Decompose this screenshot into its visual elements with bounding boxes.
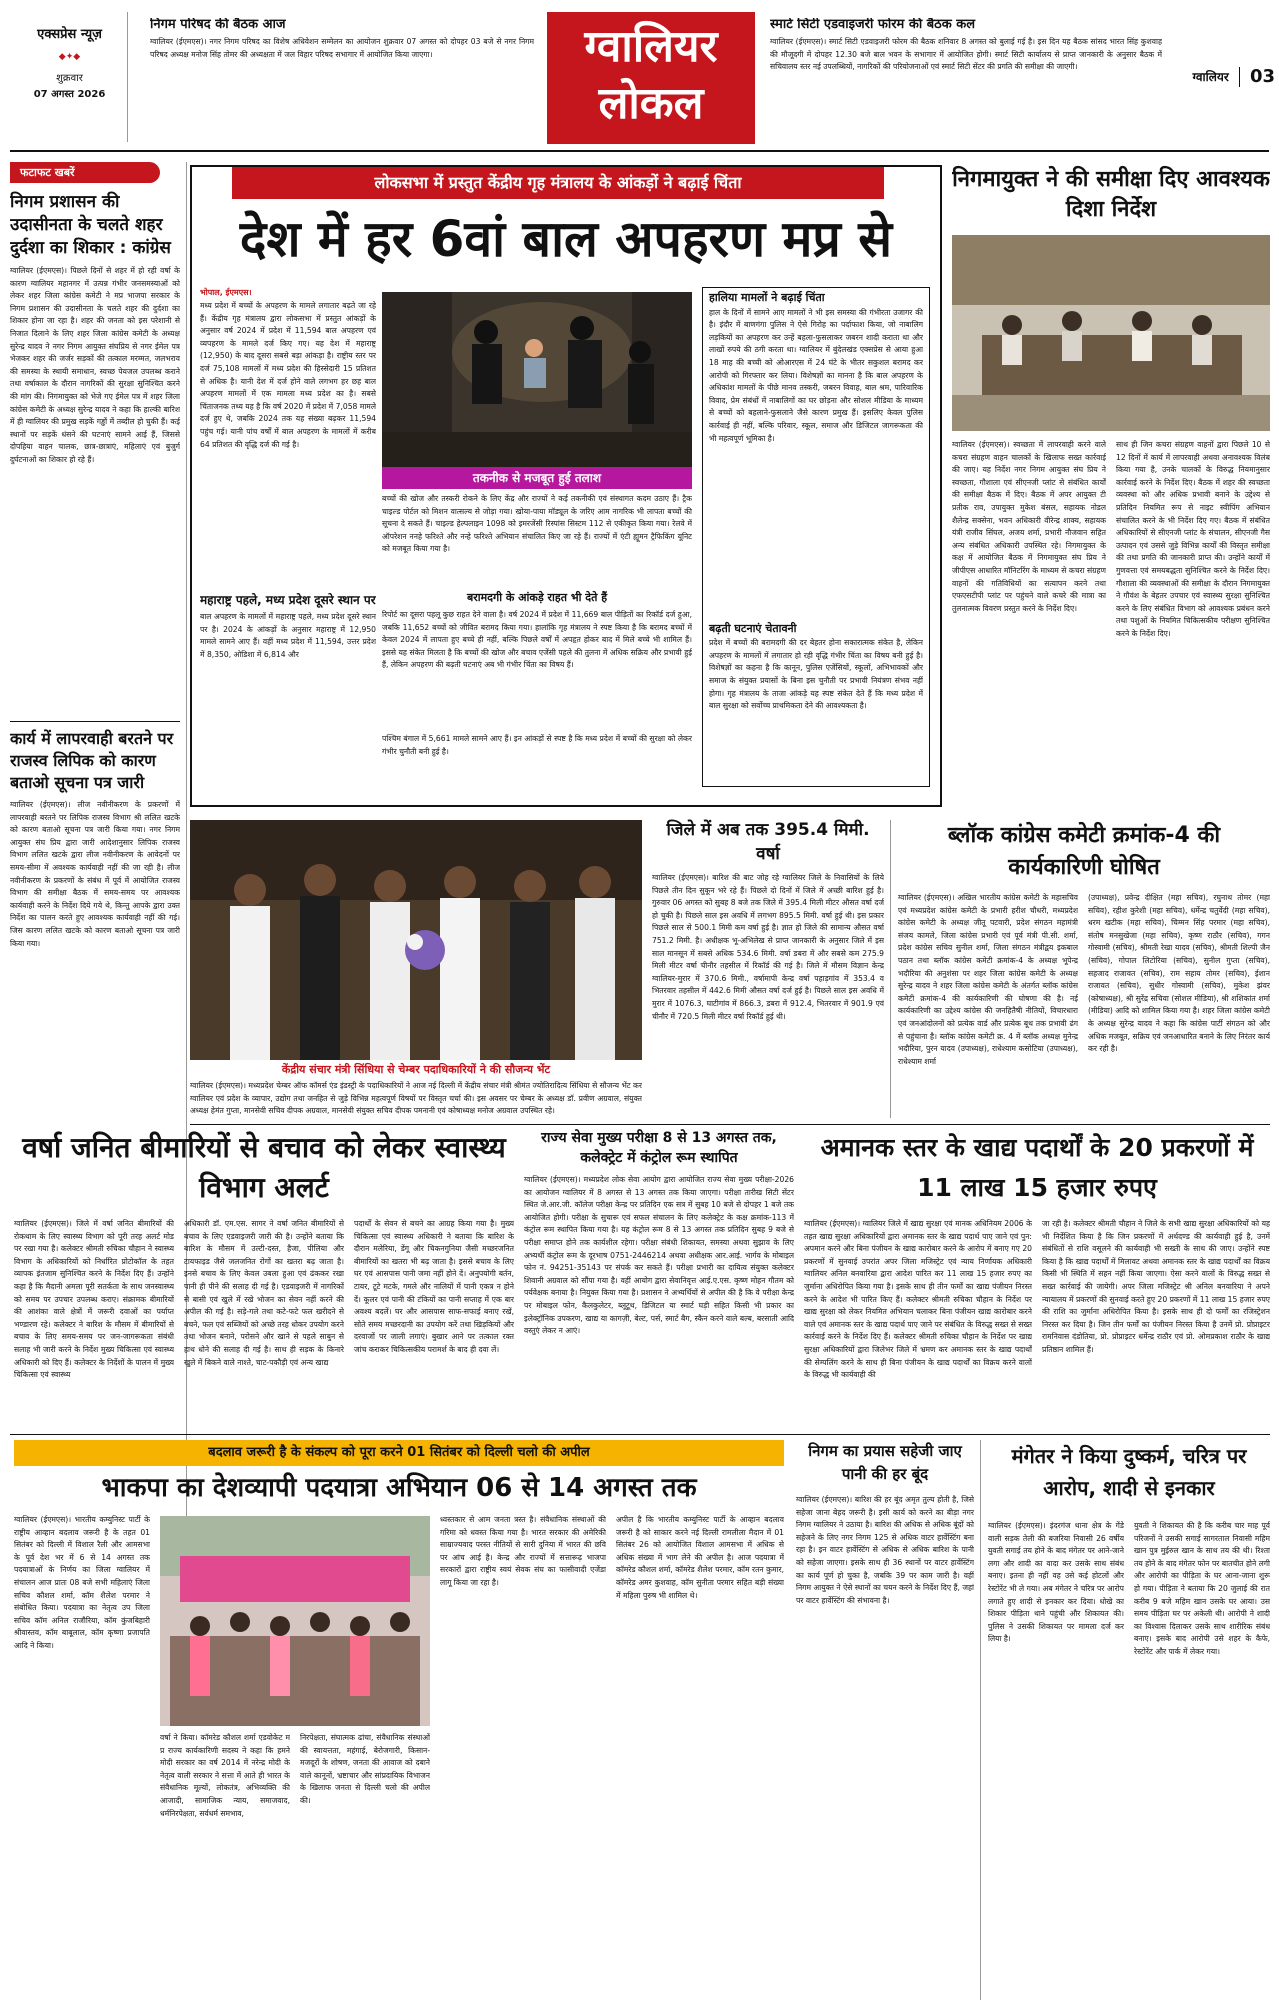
- recovery-subhead: बरामदगी के आंकड़े राहत भी देते हैं: [466, 591, 608, 604]
- crime-headline: मंगेतर ने किया दुष्कर्म, चरित्र पर आरोप, शादी से इनकार: [1011, 1444, 1247, 1500]
- cpi-body-1: ग्वालियर (ईएमएस)। भारतीय कम्युनिस्ट पार्टी के राष्ट्रीय आव्हान बदलाव जरूरी है के तहत 01 सितंबर को दिल्ली में विशाल रैली और आमसभा के पूर्व देश भर में 6 से 14 अगस्त तक पदयात्राओं के निर्णय का जिला ग्वालियर में संचालन आज प्रातः 08 बजे सभी महिलाएं जिला सचिव कौशल शर्मा, कॉम शैलेश परमार ने संबोधित किया। पदयात्रा का नेतृत्व उप जिला सचिव कॉम अनिल राजौरिया, कॉम कुंजबिहारी श्रीवास्तव, कॉम बाबूलाल, कॉम कृष्णा प्रजापति आदि ने किया।: [14, 1515, 150, 1650]
- lead-column-1: [200, 287, 376, 771]
- food-headline: अमानक स्तर के खाद्य पदार्थों के 20 प्रकरणों में 11 लाख 15 हजार रुपए: [820, 1133, 1254, 1202]
- cpi-headline: भाकपा का देशव्यापी पदयात्रा अभियान 06 से 14 अगस्त तक: [101, 1473, 697, 1503]
- commissioner-headline: निगमायुक्त ने की समीक्षा दिए आवश्यक दिशा निर्देश: [952, 167, 1270, 222]
- brief-2-body: ग्वालियर (ईएमएस)। स्मार्ट सिटी एडवाइजरी फोरम की बैठक शनिवार 8 अगस्त को बुलाई गई है। इस दिन यह बैठक सांसद भारत सिंह कुशवाह की मौजूदगी में दोपहर 12.30 बजे बाल भवन के सभागार में आयोजित होगी। स्मार्ट सिटी कार्यालय से प्राप्त जानकारी के अनुसार बैठक में सचिवालय स्तर नई उपलब्धियों, नागरिकों की परियोजनाओं एवं स्मार्ट सिटी सेंटर की प्रगति की समीक्षा की जाएगी।: [770, 36, 1162, 72]
- section-title-line-2: लोकल: [598, 78, 704, 129]
- masthead: [0, 0, 1279, 152]
- folio-city: ग्वालियर: [1192, 70, 1229, 84]
- folio-page-number: 03: [1249, 66, 1275, 87]
- brand-box: [12, 12, 128, 142]
- masthead-rule: [10, 150, 1269, 152]
- lead-subhead-1: महाराष्ट्र पहले, मध्य प्रदेश दूसरे स्थान पर: [200, 593, 376, 607]
- delegation-scene-svg: [190, 820, 642, 1060]
- brief-1-body: ग्वालियर (ईएमएस)। नगर निगम परिषद का विशेष अधिवेशन सम्मेलन का आयोजन शुक्रवार 07 अगस्त को दोपहर 03 बजे से नगर निगम परिषद अध्यक्ष मनोज सिंह तोमर की अध्यक्षता में जल विहार परिषद सभागार में आयोजित किया जाएगा।: [150, 36, 534, 59]
- lead-body-1: मध्य प्रदेश में बच्चों के अपहरण के मामले लगातार बढ़ते जा रहे हैं। केंद्रीय गृह मंत्रालय द्वारा लोकसभा में प्रस्तुत आंकड़ों के अनुसार वर्ष 2024 में प्रदेश में 11,594 बाल अपहरण एवं व्यपहरण के मामले दर्ज किए गए। यह देश में महाराष्ट्र (12,950) के बाद दूसरा सबसे बड़ा आंकड़ा है। राष्ट्रीय स्तर पर दर्ज 75,108 मामलों में मध्य प्रदेश की हिस्सेदारी 15 प्रतिशत से अधिक है। यानी देश में दर्ज होने वाले लगभग हर छह बाल अपहरण मामलों में एक मामला मध्य प्रदेश का है। सबसे चिंताजनक तथ्य यह है कि वर्ष 2020 में प्रदेश में 7,058 मामले दर्ज हुए थे, जबकि 2024 तक यह संख्या बढ़कर 11,594 पहुंच गई। यानी पांच वर्षों में बाल अपहरण के मामलों में करीब 64 प्रतिशत की वृद्धि दर्ज की गई है।: [200, 301, 376, 449]
- kidnapping-illustration: [382, 292, 692, 470]
- block-congress-headline: ब्लॉक कांग्रेस कमेटी क्रमांक-4 की कार्यकारिणी घोषित: [947, 823, 1221, 880]
- block-congress-body-2: (उपाध्यक्ष), प्रवेन्द्र दीक्षित (महा सचिव), रघुनाथ तोमर (महा सचिव), रहीश कुरेशी (महा सचिव), धर्मेन्द्र चतुर्वेदी (महा सचिव), धरम खटीक (महा सचिव), चिम्मन सिंह परमार (महा सचिव), संतोष मनसुखेजा (महा सचिव), कृष्ण राठौर (सचिव), गगन गोस्वामी (सचिव), श्रीमती रेखा यादव (सचिव), श्रीमती शिल्पी जैन (सचिव), गोपाल लिटोरिया (सचिव), सुनील गुप्ता (सचिव), सहजाद राजावत (सचिव), राम सहाय तोमर (सचिव), ईशान राजावत (सचिव), सुधीर गोस्वामी (सचिव), मुकेश झंवर (कोषाध्यक्ष), श्री सुरेंद्र सचिवा (सोशल मीडिया), श्री शशिकांत शर्मा (मीडिया) आदि को शामिल किया गया है। शहर जिला कांग्रेस कमेटी के अध्यक्ष सुरेन्द्र यादव ने कहा कि कांग्रेस पार्टी संगठन को और अधिक मजबूत, सक्रिय एवं जनआधारित बनाने के लिए निरंतर कार्य कर रही है।: [1088, 893, 1270, 1054]
- left-story-2-body: ग्वालियर (ईएमएस)। लीज नवीनीकरण के प्रकरणों में लापरवाही बरतने पर लिपिक राजस्व विभाग श्री ललित खटके को कारण बताओ सूचना पत्र जारी किया गया। नगर निगम आयुक्त संघ प्रिय द्वारा जारी आदेशानुसार लिपिक राजस्व विभाग ललित खटके द्वारा लीज नवीनीकरण के आवेदनों पर समय-सीमा में अवश्यक कार्यवाही नहीं की जा रही है। लीज नवीनीकरण के प्रकरणों के संबंध में पूर्व में आयोजित राजस्व विभाग की समीक्षा बैठक में समय-समय पर आवश्यक कार्यवाही करने के निर्देश दिये गये थे, किन्तु आपके द्वारा उक्त निर्देश का पालन करते हुए आवश्यक कार्यवाही नहीं की गई। जिस कारण ललित खटके को कारण बताओ सूचना पत्र जारी किया गया।: [10, 800, 180, 948]
- crime-body-1: ग्वालियर (ईएमएस)। इंदरगंज थाना क्षेत्र के गेंडे वाली सड़क तेली की बजरिया निवासी 26 वर्षीय युवती सगाई तय होने के बाद मंगेतर पर आने-जाने लगा और शादी का वादा कर उसके साथ संबंध बनाए। इतना ही नहीं वह उसे कई होटलों और रेस्टोरेंट भी ले गया। अब मंगेतर ने चरित्र पर आरोप लगाते हुए शादी से इनकार कर दिया। धोखे का शिकार पीड़िता थाने पहुंची और शिकायत की। पुलिस ने उसकी शिकायत पर मामला दर्ज कर लिया है।: [988, 1521, 1124, 1644]
- tech-body: बच्चों की खोज और तस्करी रोकने के लिए केंद्र और राज्यों ने कई तकनीकी एवं संस्थागत कदम उठाए हैं। ट्रैक चाइल्ड पोर्टल को मिशन वात्सल्य से जोड़ा गया। खोया-पाया मॉड्यूल के जरिए आम नागरिक भी लापता बच्चों की सूचना दे सकते हैं। चाइल्ड हेल्पलाइन 1098 को इमरजेंसी रिस्पांस सिस्टम 112 से एकीकृत किया गया। रेलवे में ऑपरेशन ननहे फरिश्ते और नन्हे फरिश्ते अभियान संचालित किए जा रहे हैं। राज्यों में एंटी ह्यूमन ट्रैफिकिंग यूनिट को मजबूत किया गया है।: [382, 494, 692, 554]
- rain-body: ग्वालियर (ईएमएस)। बारिश की बाट जोह रहे ग्वालियर जिले के निवासियों के लिये पिछले तीन दिन सुकून भरे रहे हैं। पिछले दो दिनों में जिले में अच्छी बारिश हुई है। गुरुवार 06 अगस्त को सुबह 8 बजे तक जिले में 395.4 मिली मीटर औसत वर्षा दर्ज हो चुकी है। पिछले साल इस अवधि में लगभग 895.5 मिमी. वर्षा हुई थी। इस प्रकार पिछले साल से 500.1 मिमी कम वर्षा हुई है। ज्ञात हो जिले की सामान्य औसत वर्षा 751.2 मिमी. है। अधीक्षक भू-अभिलेख से प्राप्त जानकारी के अनुसार जिले में इस साल मानसून में सबसे अधिक 534.6 मिमी. वर्षा डबरा में और सबसे कम 275.9 मिली मीटर वर्षा चीनौर तहसील में रिकॉर्ड की गई है। जिले में मौसम विज्ञान केन्द्र ग्वालियर-मुरार में 370.6 मिमी., वर्षामापी केन्द्र वर्षा पहाड़गांव में 353.4 व भितरवार तहसील में 442.6 मिमी औसत वर्षा दर्ज हुई है। पिछले साल इस अवधि में मुरार में 1076.3, घाटीगांव में 866.3, डबरा में 912.4, भितरवार में 901.9 एवं चीनौर में 720.5 मिली मीटर वर्षा रिकॉर्ड हुई थी।: [652, 873, 884, 1021]
- food-story: [804, 1128, 1270, 1428]
- block-congress-story: [898, 820, 1270, 1120]
- cpi-body-2: वर्षा ने किया। कॉमरेड कौशल शर्मा एडवोकेट म प्र राज्य कार्यकारिणी सदस्य ने कहा कि हमने मोदी सरकार का वर्ष 2014 में नरेन्द्र मोदी के नेतृत्व वाली सरकार ने सत्ता में आते ही भारत के संवैधानिक मूल्यों, लोकतंत्र, अभिव्यक्ति की आजादी, सामाजिक न्याय, समाजवाद, धर्मनिरपेक्षता, सर्वधर्म समभाव,: [160, 1733, 290, 1818]
- chamber-delegation-photo: [190, 820, 642, 1060]
- left-story-2-headline: कार्य में लापरवाही बरतने पर राजस्व लिपिक को कारण बताओ सूचना पत्र जारी: [10, 729, 174, 792]
- mid-rule-1: [190, 1124, 1270, 1125]
- scindia-caption-body: ग्वालियर (ईएमएस)। मध्यप्रदेश चेम्बर ऑफ कॉमर्स एंड इंडस्ट्री के पदाधिकारियों ने आज नई दिल्ली में केंद्रीय संचार मंत्री श्रीमंत ज्योतिरादित्य सिंधिया से सौजन्य भेंट कर ग्वालियर एवं प्रदेश के व्यापार, उद्योग तथा जनहित से जुड़े विभिन्न महत्वपूर्ण विषयों पर विस्तृत चर्चा की। इस अवसर पर चेम्बर के अध्यक्ष डॉ. प्रवीण अग्रवाल, संयुक्त अध्यक्ष हेमंत गुप्ता, मानसेवी सचिव दीपक अग्रवाल, मानसेवी संयुक्त सचिव दीपक पमनानी एवं कोषाध्यक्ष मनोज अग्रवाल उपस्थित रहे।: [190, 1081, 642, 1116]
- water-headline: निगम का प्रयास सहेजी जाए पानी की हर बूंद: [808, 1442, 962, 1483]
- lead-dateline: भोपाल, ईएमएस।: [200, 288, 252, 297]
- exam-body: ग्वालियर (ईएमएस)। मध्यप्रदेश लोक सेवा आयोग द्वारा आयोजित राज्य सेवा मुख्य परीक्षा-2026 का आयोजन ग्वालियर में 8 अगस्त से 13 अगस्त तक किया जाएगा। परीक्षा तारीख सिटी सेंटर स्थित जे.आर.जी. कॉलेज परीक्षा केन्द्र पर प्रतिदिन एक सत्र में सुबह 10 बजे से दोपहर 1 बजे तक आयोजित होगी। परीक्षा के सुचारू एवं सफल संचालन के लिए कलेक्ट्रेट के कक्ष क्रमांक-113 में कंट्रोल रूम स्थापित किया गया है। यह कंट्रोल रूम 8 से 13 अगस्त तक प्रतिदिन सुबह 9 बजे से परीक्षा समाप्त होने तक कार्यशील रहेगा। परीक्षा संबंधी शिकायत, समस्या अथवा सुझाव के लिए अभ्यर्थी कंट्रोल रूम के दूरभाष 0751-2446214 अथवा अधीक्षक आर.आई. भार्गव के मोबाइल फोन नं. 94251-35143 पर संपर्क कर सकते हैं। परीक्षा प्रभारी का दायित्व संयुक्त कलेक्टर शिवानी अग्रवाल को सौंपा गया है। वहीं आयोग द्वारा सेवानिवृत्त आई.ए.एस. कृष्ण मोहन गौतम को पर्यवेक्षक बनाया है। नियुक्त किया गया है। प्रशासन ने अभ्यर्थियों से अपील की है कि वे परीक्षा केन्द्र पर मोबाइल फोन, कैलकुलेटर, ब्लूटूथ, डिजिटल या स्मार्ट घड़ी सहित किसी भी प्रकार का इलेक्ट्रॉनिक उपकरण, खाद्य या कागज़ी, बेल्ट, पर्स, स्मार्ट बैग, स्कैन करने वाले बल्ब, बरसाती आदि वस्तुएं लेकर न आएं।: [524, 1175, 794, 1336]
- brief-2-title: स्मार्ट सिटी एडवाइजरी फोरम की बैठक कल: [770, 18, 976, 32]
- lead-headline: देश में हर 6वां बाल अपहरण मप्र से: [239, 210, 893, 268]
- exam-story: [524, 1128, 794, 1428]
- scindia-caption-title: केंद्रीय संचार मंत्री सिंधिया से चेम्बर पदाधिकारियों ने की सौजन्य भेंट: [281, 1063, 551, 1076]
- kidnapping-scene-svg: [382, 292, 692, 470]
- rain-rule: [890, 820, 891, 1118]
- crime-body-2: युवती ने शिकायत की है कि करीब चार माह पूर्व परिजनों ने उसकी सगाई सागरताल निवासी महिम खान पुत्र मुईरुल खान के साथ तय की थी। रिश्ता तय होने के बाद मंगेतर फोन पर बातचीत होने लगी और आरोपी का पीड़िता के घर आना-जाना शुरू हो गया। पीड़िता ने बताया कि 20 जुलाई की रात करीब 9 बजे महिम खान उसके घर आया। उस समय पीड़िता घर पर अकेली थी। आरोपी ने शादी का विश्वास दिलाकर उसके साथ शारीरिक संबंध बनाए। इसके बाद आरोपी उसे शहर के कैफे, रेस्टोरेंट और पार्क में लेकर गया।: [1134, 1521, 1270, 1656]
- quick-news-label: फटाफट खबरें: [20, 166, 75, 179]
- quick-news-strip: [10, 162, 160, 183]
- left-story-1-headline: निगम प्रशासन की उदासीनता के चलते शहर दुर्दशा का शिकार : कांग्रेस: [10, 192, 171, 258]
- tech-subhead: तकनीक से मजबूत हुई तलाश: [472, 471, 602, 485]
- recent-cases-sidebar: [702, 287, 930, 787]
- water-rule: [980, 1440, 981, 2000]
- water-body: ग्वालियर (ईएमएस)। बारिश की हर बूंद अमृत तुल्य होती है, जिसे सहेजा जाना बेहद जरूरी है। इसी कार्य को करने का बीड़ा नगर निगम ग्वालियर ने उठाया है। बारिश की अधिक से अधिक बूंदों को सहेजने के लिए नगर निगम 125 से अधिक वाटर हार्वेस्टिंग बना रहा है। इन वाटर हार्वेस्टिंग से अधिक से अधिक बारिश के पानी को सहेजा जाएगा। इसके साथ ही 36 स्थानों पर वाटर हार्वेस्टिंग का कार्य पूर्ण हो चुका है, जबकि 39 पर काम जारी है। वहीं निगम आयुक्त ने ऐसे स्थानों का चयन करने के निर्देश दिए हैं, जहां पर वाटर हार्वेस्टिंग की संभावना है।: [796, 1495, 974, 1605]
- health-body-2: अधिकारी डॉ. एम.एस. सागर ने वर्षा जनित बीमारियों से बचाव के लिए एडवाइजरी जारी की है। उन्होंने बताया कि बारिश के मौसम में उल्टी-दस्त, हैजा, पीलिया और टायफाइड जैसे जलजनित रोगों का खतरा बढ़ जाता है। इनसे बचाव के लिए केवल उबला हुआ एवं ढंककर रखा पानी ही पीने की सलाह दी गई है। एडवाइजरी में नागरिकों से बासी एवं खुले में रखे भोजन का सेवन नहीं करने की अपील की गई है। सड़े-गले तथा कटे-फटे फल खरीदने से बचने, फल एवं सब्जियों को अच्छे तरह धोकर उपयोग करने तथा भोजन बनाने, परोसने और खाने से पहले साबुन से हाथ धोने की सलाह दी गई है। साथ ही सड़क के किनारे खुले में बिकने वाले नाश्ते, चाट-पकौड़ी एवं अन्य खाद्य: [184, 1219, 344, 1367]
- issue-date: 07 अगस्त 2026: [33, 89, 106, 100]
- commissioner-body-2: साथ ही जिन कचरा संग्रहण वाहनों द्वारा पिछले 10 से 12 दिनों में कार्य में लापरवाही अथवा अनावश्यक विलंब किया गया है, उनके चालकों के विरुद्ध नियमानुसार कार्रवाई करने के निर्देश दिए। बैठक में शहर की स्वच्छता व्यवस्था को और अधिक प्रभावी बनाने के उद्देश्य से प्रतिदिन नियमित रूप से नाइट स्वीपिंग अभियान संचालित करने के भी निर्देश दिए गए। बैठक में संबंधित अधिकारियों से सीएनजी प्लांट के संचालन, सीएनजी गैस उत्पादन एवं उससे जुड़े विभिन्न कार्यों की विस्तृत समीक्षा की तथा प्रगति की जानकारी प्राप्त की। उन्होंने कार्यों में गुणवत्ता एवं समयबद्धता सुनिश्चित करने के निर्देश दिए। गौशाला की व्यवस्थाओं की समीक्षा के दौरान निगमायुक्त ने गौवंश के बेहतर उपचार एवं स्वास्थ्य सुरक्षा सुनिश्चित करने के लिए संबंधित विभाग को आवश्यक प्रबंधन करने तथा पशुओं के नियमित चिकित्सकीय परीक्षण सुनिश्चित करने के निर्देश दिए।: [1116, 440, 1270, 638]
- review-meeting-photo: [952, 235, 1270, 431]
- health-body-3: पदार्थों के सेवन से बचने का आग्रह किया गया है। मुख्य चिकित्सा एवं स्वास्थ्य अधिकारी ने बताया कि बारिश के दौरान मलेरिया, डेंगू और चिकनगुनिया जैसी मच्छरजनित बीमारियों का खतरा भी बढ़ जाता है। इससे बचाव के लिए घर एवं आसपास पानी जमा नहीं होने दें। अनुपयोगी बर्तन, टायर, टूटे मटके, गमले और नालियों में पानी एकत्र न होने दें। कूलर एवं पानी की टंकियों का पानी सप्ताह में एक बार अवश्य बदलें। घर और आसपास साफ-सफाई बनाए रखें, सोते समय मच्छरदानी का उपयोग करें तथा खिड़कियों और दरवाजों पर जाली लगाएं। बुखार आने पर तत्काल रक्त जांच कराकर चिकित्सकीय परामर्श के बाद ही दवा लें।: [354, 1219, 514, 1354]
- recent-cases-title: हालिया मामलों ने बढ़ाई चिंता: [709, 291, 825, 304]
- water-story: [796, 1440, 974, 2004]
- cpi-story: [14, 1470, 784, 2004]
- cpi-body-4: ध्वस्तकार से आम जनता त्रस्त है। संवैधानिक संस्थाओं की गरिमा को धवस्त किया गया है। भारत सरकार की अमेरिकी साम्राज्यवाद परस्त नीतियों से सारी दुनिया में भारत की छवि पर आंच आई है। केन्द्र और राज्यों में सत्तारूढ़ भाजपा सरकारों द्वारा राष्ट्रीय स्वयं सेवक संघ का फासीवादी एजेंडा लागू किया जा रहा है।: [440, 1515, 606, 1587]
- rain-headline: जिले में अब तक 395.4 मिमी. वर्षा: [666, 820, 870, 864]
- masthead-brief-1: [150, 18, 534, 138]
- left-story-1-body: ग्वालियर (ईएमएस)। पिछले दिनों से शहर में हो रही वर्षा के कारण ग्वालियर महानगर में उत्पन्न गंभीर जनसमस्याओं को लेकर शहर जिला कांग्रेस कमेटी ने मप्र भाजपा सरकार के निगम प्रशासन की उदासीनता के चलते शहर की दुर्दशा का शिकार होना जा रहा है। शहर की जनता को इस परेशानी से निजात दिलाने के लिए शहर जिला कांग्रेस कमेटी के अध्यक्ष सुरेन्द्र यादव ने नगर निगम आयुक्त संघप्रिय से नगर ईमेल पत्र भेजकर शहर की जर्जर सड़कों की तत्काल मरम्मत, जलभराव की समस्या के स्थायी समाधान, स्वच्छ पेयजल उपलब्ध कराने तथा वर्षाकाल के दौरान नागरिकों की सुरक्षा सुनिश्चित करने की मांग की। निगमायुक्त को भेजे गए ईमेल पत्र में शहर जिला कांग्रेस कमेटी के अध्यक्ष सुरेन्द्र यादव ने कहा कि हाल्की बारिश में ही ग्वालियर की प्रमुख सड़कें गड्ढों में तब्दील हो चुकी हैं। कई स्थानों पर सड़कें धंसने की घटनाएं सामने आई हैं, जिससे दोपहिया वाहन चालक, छात्र-छात्राएं, महिलाएं एवं बुजुर्ग दुर्घटनाओं का शिकार हो रहे हैं।: [10, 266, 180, 464]
- rain-story: [652, 818, 884, 1118]
- recent-cases-body: हाल के दिनों में सामने आए मामलों ने भी इस समस्या की गंभीरता उजागर की है। इंदौर में बाणगंगा पुलिस ने ऐसे गिरोह का पर्दाफाश किया, जो नाबालिग लड़कियों का अपहरण कर उन्हें बहला-फुसलाकर जबरन शादी कराता था और लाखों रुपये की ठगी करता था। ग्वालियर में बुंदेलखंड एक्सप्रेस से आया हुआ 18 माह की बच्ची को ओआरएस में 24 घंटे के भीतर सकुशल बरामद कर आरोपी को गिरफ्तार कर लिया। विशेषज्ञों का मानना है कि बाल अपहरण के अधिकांश मामलों के पीछे मानव तस्करी, जबरन विवाह, बाल श्रम, पारिवारिक विवाद, प्रेम संबंधों में नाबालिगों का घर छोड़ना और सोशल मीडिया के माध्यम से बच्चों को बहलाने-फुसलाने जैसे कारण प्रमुख हैं। इसलिए केवल पुलिस कार्रवाई ही नहीं, बल्कि परिवार, स्कूल, समाज और डिजिटल जागरूकता की भी महत्वपूर्ण भूमिका है।: [709, 307, 923, 443]
- cpi-body-5: अपील है कि भारतीय कम्युनिस्ट पार्टी के आव्हान बदलाव जरूरी है को साकार करने नई दिल्ली रामलीला मैदान में 01 सितंबर 26 को आयोजित विशाल आमसभा में अधिक से अधिक संख्या में भाग लेने की अपील है। आज पदयात्रा में कॉमरेड कौशल शर्मा, कॉमरेड शैलेश परमार, कॉम रतन कुमार, कॉमरेड अमर कुशवाह, कॉम सुनीता परमार सहित बड़ी संख्या में महिला पुरुष भी शामिल थे।: [616, 1515, 784, 1600]
- commissioner-story: [952, 165, 1270, 807]
- health-headline: वर्षा जनित बीमारियों से बचाव को लेकर स्वास्थ्य विभाग अलर्ट: [22, 1131, 506, 1204]
- warning-subhead: बढ़ती घटनाएं चेतावनी: [709, 621, 797, 635]
- section-title-line-1: ग्वालियर: [584, 21, 718, 72]
- padyatra-scene-svg: [160, 1516, 430, 1726]
- lead-story: [190, 165, 942, 807]
- lead-kicker: लोकसभा में प्रस्तुत केंद्रीय गृह मंत्रालय के आंकड़ों ने बढ़ाई चिंता: [374, 173, 742, 192]
- lead-kicker-bar: [232, 167, 884, 199]
- ornament-icon: ◆✦◆: [58, 52, 81, 62]
- scindia-story: [190, 820, 642, 1118]
- health-story: [14, 1128, 514, 1428]
- issue-day: शुक्रवार: [56, 73, 83, 84]
- warning-body: प्रदेश में बच्चों की बरामदगी की दर बेहतर होना सकारात्मक संकेत है, लेकिन अपहरण के मामलों में लगातार हो रही वृद्धि गंभीर चिंता का विषय बनी हुई है। विशेषज्ञों का कहना है कि कानून, पुलिस एजेंसियों, स्कूलों, अभिभावकों और समाज के संयुक्त प्रयासों के बिना इस चुनौती पर प्रभावी नियंत्रण संभव नहीं होगा। गृह मंत्रालय के ताजा आंकड़े यह स्पष्ट संकेत देते हैं कि मध्य प्रदेश में बाल सुरक्षा को सर्वोच्च प्राथमिकता देने की आवश्यकता है।: [709, 638, 923, 711]
- section-title-box: [547, 12, 755, 144]
- cpi-banner-text: बदलाव जरूरी है के संकल्प को पूरा करने 01 सितंबर को दिल्ली चलो की अपील: [208, 1445, 590, 1460]
- lead-body-1b: बाल अपहरण के मामलों में महाराष्ट्र पहले, मध्य प्रदेश दूसरे स्थान पर है। 2024 के आंकड़ों के अनुसार महाराष्ट्र में 12,950 मामले सामने आए हैं। वहीं मध्य प्रदेश में 11,594, उत्तर प्रदेश में 8,350, ओडिशा में 6,814 और: [200, 612, 376, 659]
- meeting-scene-svg: [952, 235, 1270, 431]
- lead-body-bottom: पश्चिम बंगाल में 5,661 मामले सामने आए हैं। इन आंकड़ों से स्पष्ट है कि मध्य प्रदेश में बच्चों की सुरक्षा को लेकर गंभीर चुनौती बनी हुई है।: [382, 734, 692, 756]
- block-congress-body-1: ग्वालियर (ईएमएस)। अखिल भारतीय कांग्रेस कमेटी के महासचिव एवं मध्यप्रदेश कांग्रेस कमेटी के प्रभारी हरीश चौधरी, मध्यप्रदेश कांग्रेस कमेटी के अध्यक्ष जीतू पटवारी, प्रदेश संगठन महामंत्री संजय कामले, जिला कांग्रेस प्रभारी एवं पूर्व मंत्री पी.सी. शर्मा, प्रदेश कांग्रेस सचिव सुनील शर्मा, जिला संगठन मंत्रीद्वय इकबाल पठान तथा ब्लॉक कांग्रेस कमेटी क्रमांक-4 के अध्यक्ष भूपेन्द्र भदौरिया की अनुशंसा पर शहर जिला कांग्रेस कमेटी के अध्यक्ष सुरेन्द्र यादव ने शहर जिला कांग्रेस कमेटी के अंतर्गत ब्लॉक कांग्रेस कमेटी क्रमांक-4 की कार्यकारिणी की घोषणा की है। नई कार्यकारिणी का उद्देश्य कांग्रेस की जनहितैषी नीतियों, विचारधारा एवं जनआंदोलनों को प्रत्येक वार्ड और प्रत्येक बूथ तक प्रभावी ढंग से पहुंचाना है। ब्लॉक कांग्रेस कमेटी क्र. 4 में ब्लॉक अध्यक्ष मुनेन्द्र भदौरिया, पुरन यादव (उपाध्यक्ष), राधेश्याम कसोटिया (उपाध्यक्ष), राधेश्याम शर्मा: [898, 893, 1078, 1066]
- page-folio: [1165, 66, 1275, 92]
- masthead-brief-2: [770, 18, 1162, 138]
- health-body-1: ग्वालियर (ईएमएस)। जिले में वर्षा जनित बीमारियों की रोकथाम के लिए स्वास्थ्य विभाग को पूरी तरह अलर्ट मोड पर रखा गया है। कलेक्टर श्रीमती रुचिका चौहान ने स्वास्थ्य विभाग के अधिकारियों को निर्धारित प्रोटोकॉल के तहत व्यापक इंतजाम सुनिश्चित करने के निर्देश दिए हैं। उन्होंने कहा है कि मैदानी अमला पूरी सतर्कता के साथ जनस्वास्थ्य को समय पर उपचार उपलब्ध कराए। संक्रामक बीमारियों की आशंका वाले क्षेत्रों में जरूरी दवाओं का पर्याप्त भण्डारण रहे। कलेक्टर ने बारिश के मौसम में बीमारियों से बचाव के लिए समय-समय पर जन-जागरूकता संबंधी सलाह भी जारी करने के निर्देश मुख्य चिकित्सा एवं स्वास्थ्य अधिकारी को दिए हैं। कलेक्टर के निर्देशों के पालन में मुख्य चिकित्सा एवं स्वास्थ्य: [14, 1219, 174, 1380]
- crime-story: [988, 1440, 1270, 2004]
- food-body-2: जा रही है। कलेक्टर श्रीमती चौहान ने जिले के सभी खाद्य सुरक्षा अधिकारियों को यह भी निर्देशित किया है कि जिन प्रकरणों में अर्थदण्ड की कार्यवाही हुई है, उनमें संबंधितों से राशि वसूलने की कार्यवाही भी सख्ती के साथ की जाए। उन्होंने स्पष्ट किया है कि खाद्य पदार्थों में मिलावट अथवा अमानक स्तर के खाद्य पदार्थों का विक्रय किसी भी स्थिति में सहन नहीं किया जाएगा। ऐसा करने वालों के विरुद्ध सख्त से सख्त कार्रवाई की जायेगी। अपर जिला मजिस्ट्रेट श्री अनिल बनवारिया ने अपने न्यायालय में प्रकरणों की सुनवाई करते हुए 20 प्रकरणों में 11 लाख 15 हजार रुपए की राशि का जुर्माना अधिरोपित किया है। इसके साथ ही दो फर्मों का रजिस्ट्रेशन निरस्त कर दिया है। जिन तीन फर्मों का पंजीयन निरस्त किया है उनमें प्रो. प्रोप्राइटर रामनिवास दंडोतिया, प्रो. प्रोप्राइटर धर्मेन्द्र राठौर एवं प्रो. ओमप्रकाश राठौर के खाद्य प्रतिष्ठान शामिल हैं।: [1042, 1219, 1270, 1354]
- tech-subhead-bar: [382, 467, 692, 489]
- exam-headline: राज्य सेवा मुख्य परीक्षा 8 से 13 अगस्त तक, कलेक्ट्रेट में कंट्रोल रूम स्थापित: [541, 1130, 777, 1166]
- commissioner-body-1: ग्वालियर (ईएमएस)। स्वच्छता में लापरवाही करने वाले कचरा संग्रहण वाहन चालकों के खिलाफ सख्त कार्रवाई की जाए। यह निर्देश नगर निगम आयुक्त संघ प्रिय ने स्वच्छता, गौशाला एवं सीएनजी प्लांट से संबंधित कार्यों की समीक्षा बैठक में दिए। बैठक में अपर आयुक्त टी प्रतीक राव, उपायुक्त मुकेश बंसल, सहायक नोडल शैलेन्द्र सक्सेना, भवन अधिकारी वीरेन्द्र शाक्य, सहायक यंत्री राजीव सिंघल, अजय शर्मा, प्रभारी नौजवान सहित अन्य संबंधित अधिकारी उपस्थित रहे। निगमायुक्त के कक्ष में आयोजित बैठक में निगमायुक्त संघ प्रिय ने जीपीएस आधारित मॉनिटरिंग के माध्यम से कचरा संग्रहण वाहनों की गतिविधियों का सत्यापन करने तथा एफएसटीपी प्लांट पर पहुंचने वाले कचरे की मात्रा का तुलनात्मक विवरण प्रस्तुत करने के निर्देश दिए।: [952, 440, 1106, 613]
- padyatra-photo: [160, 1516, 430, 1726]
- mid-rule-2: [10, 1434, 1270, 1435]
- brief-1-title: निगम परिषद की बैठक आज: [150, 18, 286, 32]
- cpi-body-3: निरपेक्षता, संघात्मक ढांचा, संवैधानिक संस्थाओं की स्वायत्तता, महंगाई, बेरोजगारी, किसान-मजदूरों के शोषण, जनता की आवाज को दबाने वाले कानूनों, भ्रष्टाचार और सांप्रदायिक विभाजन के खिलाफ जनता से दिल्ली चलो की अपील की।: [300, 1733, 430, 1805]
- cpi-banner: [14, 1440, 784, 1466]
- brand-name: एक्सप्रेस न्यूज़: [37, 27, 102, 42]
- food-body-1: ग्वालियर (ईएमएस)। ग्वालियर जिले में खाद्य सुरक्षा एवं मानक अधिनियम 2006 के तहत खाद्य सुरक्षा अधिकारियों द्वारा अमानक स्तर के खाद्य पदार्थ पाए जाने एवं पुन: अपमान करने और बिना पंजीयन के खाद्य कारोबार करने के आरोप में बनाए गए 20 प्रकरणों में सुनवाई उपरांत अपर जिला मजिस्ट्रेट एवं न्याय निर्णायक अधिकारी ग्वालियर अनिल बनवारिया द्वारा आदेश पारित कर 11 लाख 15 हजार रुपए का जुर्माना अधिरोपित किया गया है। इसके साथ ही तीन फर्मों का खाद्य पंजीयन निरस्त करने के आदेश भी पारित किए हैं। कलेक्टर श्रीमती रुचिका चौहान के निर्देश पर खाद्य सुरक्षा को लेकर नियमित अभियान चलाकर बिना पंजीयन खाद्य कारोबार करने वाले एवं अमानक स्तर के खाद्य पदार्थ पाए जाने पर संबंधित के विरुद्ध सख्त से सख्त कार्रवाई करने के निर्देश दिए हैं। कलेक्टर श्रीमती रुचिका चौहान के निर्देश पर खाद्य सुरक्षा अधिकारियों द्वारा जिलेभर जिले में भ्रमण कर अमानक स्तर के खाद्य पदार्थों की सेम्पलिंग करने के साथ ही बिना पंजीयन के खाद्य पदार्थों का विक्रय करने वालों के विरुद्ध भी कार्यवाही की: [804, 1219, 1032, 1380]
- recovery-body: रिपोर्ट का दूसरा पहलू कुछ राहत देने वाला है। वर्ष 2024 में प्रदेश में 11,669 बाल पीड़ितों का रिकॉर्ड दर्ज हुआ, जबकि 11,652 बच्चों को जीवित बरामद किया गया। हालांकि गृह मंत्रालय ने स्पष्ट किया है कि बरामद बच्चों में केवल 2024 में लापता हुए बच्चे ही नहीं, बल्कि पिछले वर्षों में अपहृत होकर बाद में मिले बच्चे भी शामिल हैं। इससे यह संकेत मिलता है कि बच्चों की खोज और बचाव एजेंसी पहले की तुलना में अधिक सक्रिय और प्रभावी हुई हैं, लेकिन अपहरण की बढ़ती घटनाएं अब भी गंभीर चिंता का विषय हैं।: [382, 610, 692, 670]
